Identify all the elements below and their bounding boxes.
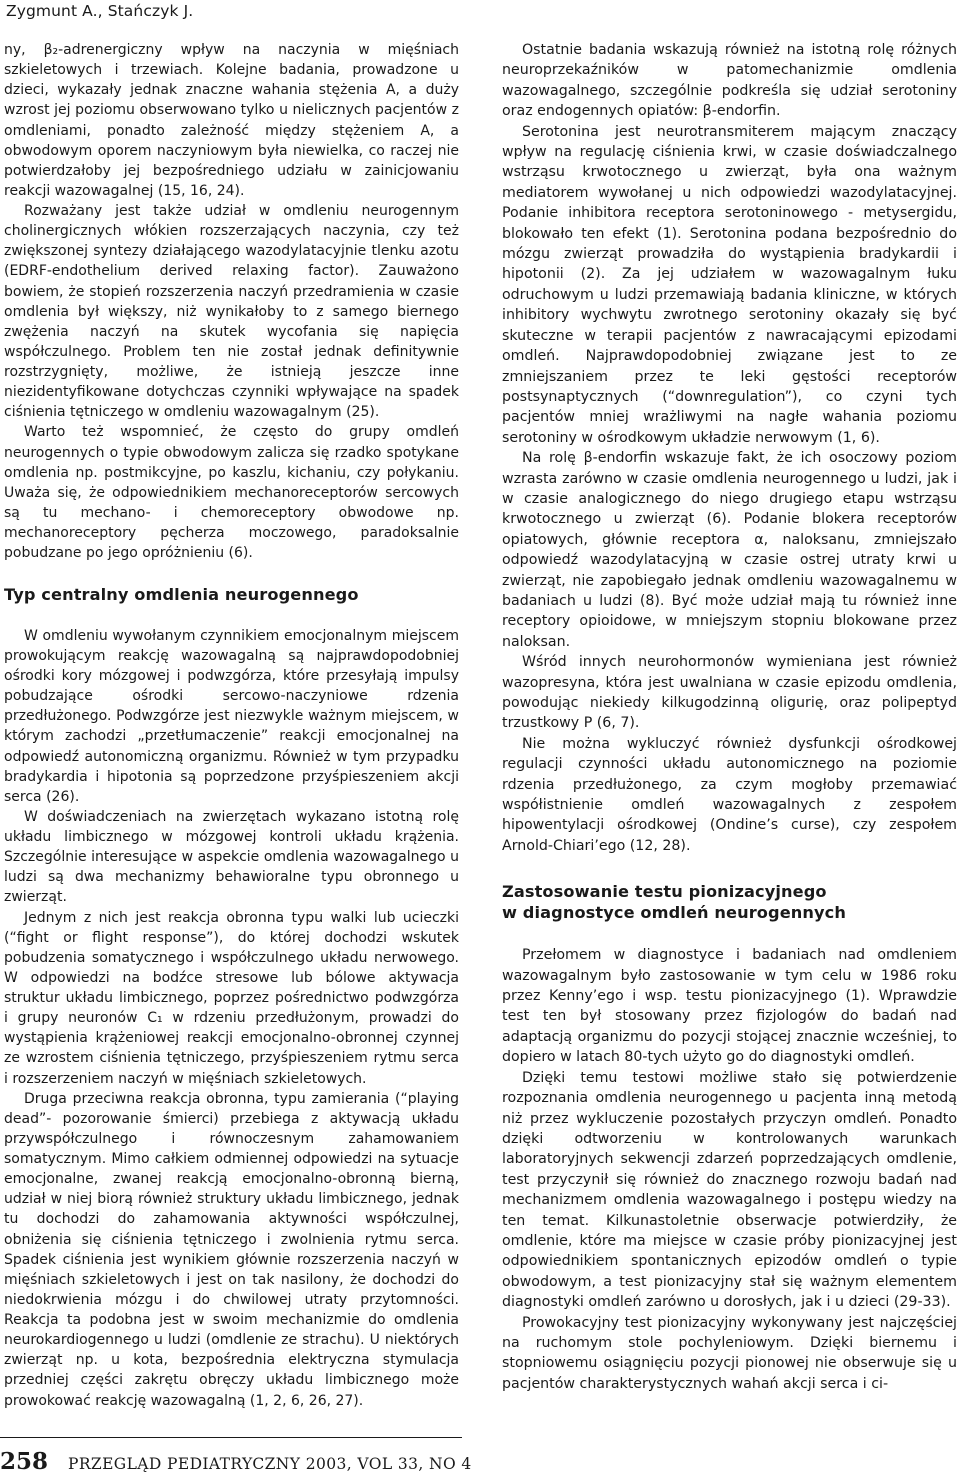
section-heading-central-type: Typ centralny omdlenia neurogennego bbox=[4, 585, 359, 605]
paragraph: ny, β₂-adrenergiczny wpływ na naczynia w mięśniach szkieletowych i trzewiach. Kolejne badania, prowadzone u dzieci, wykazały jednak znaczne wahania stężenia A, a duży wzrost jej poziomu obserwowano tylko u nielicznych pacjentów z omdleniami, ponadto zależność między stężeniem A, a obwodowym oporem naczyniowym była niewielka, co raczej nie potwierdzałoby jej bezpośredniego udziału w zainicjowaniu reakcji wazowagalnej (15, 16, 24). bbox=[4, 42, 459, 199]
paragraph: Nie można wykluczyć również dysfunkcji ośrodkowej regulacji czynności układu autonomicznego na poziomie rdzenia przedłużonego, za czym mogłoby przemawiać współistnienie omdleń wazowagalnych z zespołem hipowentylacji ośrodkowej (Ondine’s curse), czy zespołem Arnold-Chiari’ego (12, 28). bbox=[502, 735, 957, 854]
section-heading-line-2: w diagnostyce omdleń neurogennych bbox=[502, 902, 846, 922]
section-heading-line-1: Zastosowanie testu pionizacyjnego bbox=[502, 882, 827, 902]
paragraph: Dzięki temu testowi możliwe stało się potwierdzenie rozpoznania omdlenia neurogennego u pacjenta inną metodą niż przez wykluczenie pozostałych przyczyn omdleń. Ponadto dzięki odtworzeniu w kontrolowanych warunkach laboratoryjnych sekwencji zdarzeń poprzedzających omdlenie, test przyczynił się również do znacznego rozwoju badań nad mechanizmem omdlenia wazowagalnego i postępu wiedzy na ten temat. Kilkunastoletnie obserwacje potwierdziły, że omdlenie, które ma miejsce w czasie próby pionizacyjnej jest odpowiednikiem spontanicznych epizodów omdleń o typie obwodowym, a test pionizacyjny stał się ważnym elementem diagnostyki omdleń zarówno u dorosłych, jak i u dzieci (29-33). bbox=[502, 1069, 957, 1311]
paragraph: Wśród innych neurohormonów wymieniana jest również wazopresyna, która jest uwalniana w czasie epizodu omdlenia, powodując niekiedy kilkugodzinną oligurię, oraz polipeptyd trzustkowy P (6, 7). bbox=[502, 654, 957, 732]
paragraph: Na rolę β-endorfin wskazuje fakt, że ich osoczowy poziom wzrasta zarówno w czasie omdlenia neurogennego u ludzi, jak i w czasie analogicznego do niego drugiego etapu wstrząsu krwotocznego u zwierząt (6). Podanie blokera receptorów opiatowych, głównie receptora α, naloksanu, zmniejszało odpowiedź wazodylatacyjną w czasie ostrej utraty krwi u zwierząt, nie zapobiegało jednak omdleniu wazowagalnemu w badaniach u ludzi (8). Być może udział mają tu również inne receptory opioidowe, w mniejszym stopniu blokowane przez naloksan. bbox=[502, 450, 957, 650]
paragraph: Prowokacyjny test pionizacyjny wykonywany jest najczęściej na ruchomym stole pochyleniowym. Dzięki biernemu i stopniowemu osiągnięciu pozycji pionowej nie obserwuje się u pacjentów charakterystycznych wahań akcji serca i ci- bbox=[502, 1314, 957, 1392]
page-number: 258 bbox=[0, 1448, 49, 1475]
page-footer bbox=[0, 1448, 472, 1475]
paragraph: W doświadczeniach na zwierzętach wykazano istotną rolę układu limbicznego w mózgowej kontroli układu krążenia. Szczególnie interesujące w aspekcie omdlenia wazowagalnego u ludzi są dwa mechanizmy behawioralne typu obronnego u zwierząt. bbox=[4, 808, 459, 906]
section-heading-tilt-test bbox=[502, 882, 957, 923]
paragraph: Warto też wspomnieć, że często do grupy omdleń neurogennych o typie obwodowym zalicza się rzadko spotykane omdlenia np. postmikcyjne, po kaszlu, kichaniu, czy połykaniu. Uważa się, że odpowiednikiem mechanoreceptorów sercowych są tu mechano- i chemoreceptory obwodowe np. mechanoreceptory pęcherza moczowego, paradoksalnie pobudzane po jego opróżnieniu (6). bbox=[4, 424, 459, 562]
paragraph: Jednym z nich jest reakcja obronna typu walki lub ucieczki (“fight or flight response”), do której dochodzi wskutek pobudzenia somatycznego i współczulnego układu nerwowego. W odpowiedzi na bodźce stresowe lub bólowe aktywacja struktur układu limbicznego, poprzez pośrednictwo podwzgórza i grupy neuronów C₁ w rdzeniu przedłużonym, prowadzi do wystąpienia krążeniowej reakcji emocjonalno-obronnej czynnej ze wzrostem ciśnienia tętniczego, przyśpieszeniem rytmu serca i rozszerzeniem naczyń w mięśniach szkieletowych. bbox=[4, 909, 459, 1087]
right-column bbox=[502, 40, 957, 1394]
paragraph: Ostatnie badania wskazują również na istotną rolę różnych neuroprzekaźników w patomechanizmie omdlenia wazowagalnego, szczególnie podkreśla się udział serotoniny oraz endogennych opiatów: β-endorfin. bbox=[502, 42, 957, 120]
journal-citation: PRZEGLĄD PEDIATRYCZNY 2003, VOL 33, NO 4 bbox=[68, 1455, 472, 1473]
left-column bbox=[4, 40, 459, 1411]
paragraph: Rozważany jest także udział w omdleniu neurogennym cholinergicznych włókien rozszerzających naczynia, czy też zwiększonej syntezy działającego wazodylatacyjnie tlenku azotu (EDRF-endothelium derived relaxing factor). Zauważono bowiem, że stopień rozszerzenia naczyń przedramienia w czasie omdlenia był większy, niż wynikałoby to z samego biernego zwężenia naczyń na skutek wycofania się napięcia współczulnego. Problem ten nie został jednak definitywnie rozstrzygnięty, możliwe, że istnieją jeszcze inne niezidentyfikowane dotychczas czynniki wpływające na spadek ciśnienia tętniczego w omdleniu wazowagalnym (25). bbox=[4, 203, 459, 421]
paragraph: Serotonina jest neurotransmiterem mającym znaczący wpływ na regulację ciśnienia krwi, w czasie doświadczalnego wstrząsu krwotocznego u zwierząt, była ona ważnym mediatorem wywołanej u nich odpowiedzi wazodylatacyjnej. Podanie inhibitora receptora serotoninowego - metysergidu, blokowało ten efekt (1). Serotonina podana bezpośrednio do mózgu zwierząt prowadziła do wystąpienia bradykardii i hipotonii (2). Za jej udziałem w wazowagalnym łuku odruchowym u ludzi przemawiają badania kliniczne, w których inhibitory wychwytu zwrotnego serotoniny okazały się być skuteczne w terapii pacjentów z nawracającymi epizodami omdleń. Najprawdopodobniej związane jest to ze zmniejszaniem przez te leki gęstości receptorów postsynaptycznych (“downregulation”), co czyni tych pacjentów mniej wrażliwymi na nagłe wahania poziomu serotoniny w ośrodkowym układzie nerwowym (1, 6). bbox=[502, 123, 957, 446]
footer-rule bbox=[0, 1437, 462, 1438]
running-head-authors: Zygmunt A., Stańczyk J. bbox=[6, 2, 194, 20]
paragraph: W omdleniu wywołanym czynnikiem emocjonalnym miejscem prowokującym reakcję wazowagalną są najprawdopodobniej ośrodki kory mózgowej i podwzgórza, które przesyłają impulsy pobudzające ośrodki sercowo-naczyniowe rdzenia przedłużonego. Podwzgórze jest niezwykle ważnym miejscem, w którym zachodzi „przetłumaczenie” reakcji emocjonalnej na odpowiedź autonomiczną organizmu. Również w tym przypadku bradykardia i hipotonia są poprzedzone przyśpieszeniem akcji serca (26). bbox=[4, 627, 459, 805]
paragraph: Druga przeciwna reakcja obronna, typu zamierania (“playing dead”- pozorowanie śmierci) przebiega z aktywacją układu przywspółczulnego i równoczesnym zahamowaniem somatycznym. Mimo całkiem odmiennej odpowiedzi na sytuacje emocjonalne, zwanej reakcją emocjonalno-obronną bierną, udział w niej biorą również struktury układu limbicznego, jednak tu dochodzi do zahamowania aktywności współczulnej, obniżenia się ciśnienia tętniczego i zwolnienia rytmu serca. Spadek ciśnienia jest wynikiem głównie rozszerzenia naczyń w mięśniach szkieletowych i jest on tak nasilony, że dochodzi do niedokrwienia mózgu i do chwilowej utraty przytomności. Reakcja ta podobna jest w swoim mechanizmie do omdlenia neurokardiogennego u ludzi (omdlenie ze strachu). U niektórych zwierząt np. u kota, bezpośrednia elektryczna stymulacja przedniej części zakrętu obręczy układu limbicznego może prowokować reakcję wazowagalną (1, 2, 6, 26, 27). bbox=[4, 1090, 459, 1409]
paragraph: Przełomem w diagnostyce i badaniach nad omdleniem wazowagalnym było zastosowanie w tym celu w 1986 roku przez Kenny’ego i wsp. testu pionizacyjnego (1). Wprawdzie test ten był stosowany przez fizjologów do badań nad adaptacją organizmu do pozycji stojącej znacznie wcześniej, to dopiero w latach 80-tych użyto go do diagnostyki omdleń. bbox=[502, 947, 957, 1066]
